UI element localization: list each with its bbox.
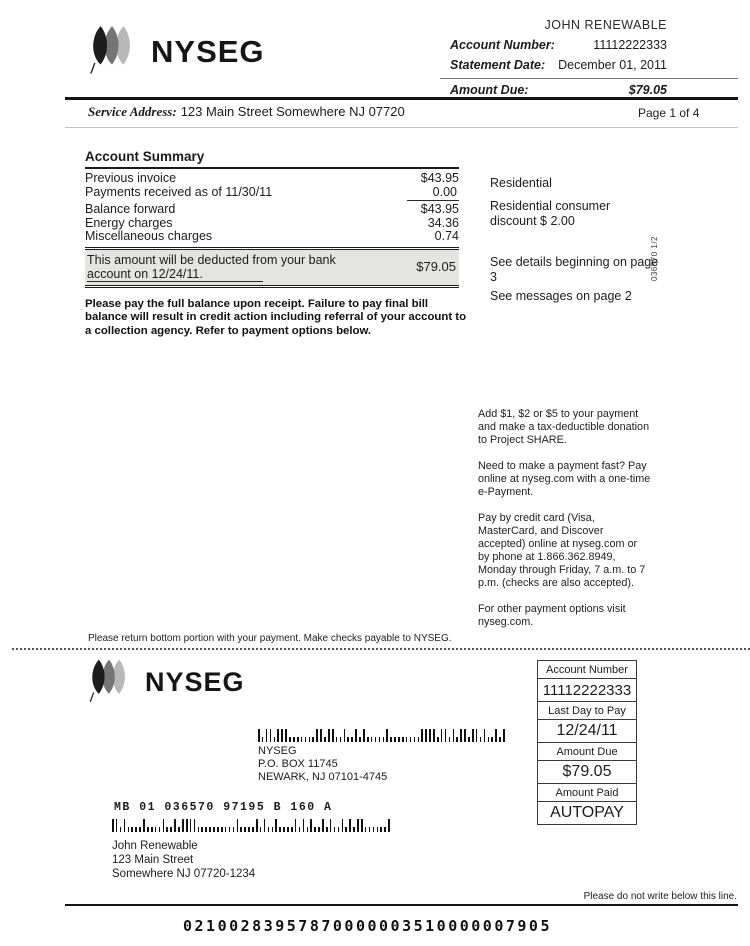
payment-option-share: Add $1, $2 or $5 to your payment and make a tax-deductible donation to Project SHARE. xyxy=(478,408,650,446)
coupon-last-day-label: Last Day to Pay xyxy=(537,701,637,721)
payment-coupon xyxy=(537,661,637,825)
service-address-value: 123 Main Street Somewhere NJ 07720 xyxy=(180,104,405,119)
nyseg-logo-stub xyxy=(85,656,245,709)
details-note: See details beginning on page 3 xyxy=(490,255,659,284)
page-indicator: Page 1 of 4 xyxy=(638,106,700,120)
row-amount: 0.00 xyxy=(407,186,459,202)
summary-row-misc-charges xyxy=(85,230,459,244)
amount-due-label: Amount Due: xyxy=(450,83,529,97)
coupon-amount-due-value: $79.05 xyxy=(537,760,637,784)
nyseg-logo xyxy=(85,22,265,81)
header-divider xyxy=(440,78,738,79)
postnet-barcode xyxy=(112,819,394,832)
do-not-write-note: Please do not write below this line. xyxy=(583,891,737,902)
statement-date-label: Statement Date: xyxy=(450,58,546,72)
brand-wordmark: NYSEG xyxy=(145,667,245,697)
autopay-note-line1: This amount will be deducted from your bank xyxy=(87,252,336,267)
summary-row-previous-invoice xyxy=(85,172,459,186)
payment-option-epayment: Need to make a payment fast? Pay online at nyseg.com with a one-time e-Payment. xyxy=(478,460,651,498)
autopay-amount: $79.05 xyxy=(416,259,456,274)
autopay-total-row xyxy=(85,250,459,285)
mail-code: MB 01 036570 97195 B 160 A xyxy=(114,801,333,814)
amount-due-row xyxy=(450,83,667,97)
amount-due-value: $79.05 xyxy=(628,83,667,97)
coupon-amount-paid-value: AUTOPAY xyxy=(537,801,637,825)
leaves-icon xyxy=(85,22,139,81)
customer-address-line: Somewhere NJ 07720-1234 xyxy=(112,868,256,880)
payment-options xyxy=(478,408,651,642)
messages-note: See messages on page 2 xyxy=(490,289,632,303)
remit-line: NEWARK, NJ 07101-4745 xyxy=(258,771,388,783)
account-number-label: Account Number: xyxy=(450,38,555,52)
coupon-account-number-label: Account Number xyxy=(537,660,637,680)
row-amount: $43.95 xyxy=(420,202,459,216)
account-number-row xyxy=(450,38,667,52)
collection-notice: Please pay the full balance upon receipt. Failure to pay final bill balance will result in credit action including referral of your account to a collection agency. Refer to payment options below. xyxy=(85,297,467,338)
row-amount: 0.74 xyxy=(434,229,459,243)
discount-note: Residential consumer discount $ 2.00 xyxy=(490,199,611,228)
return-instruction: Please return bottom portion with your payment. Make checks payable to NYSEG. xyxy=(88,633,452,644)
autopay-note-line2: account on 12/24/11. xyxy=(87,267,263,282)
remit-line: NYSEG xyxy=(258,745,297,757)
customer-address-line: John Renewable xyxy=(112,840,198,852)
payment-option-credit-card: Pay by credit card (Visa, MasterCard, and Discover accepted) online at nyseg.com or by phone at 1.866.362.8949, Monday through Friday, 7 a.m. to 7 p.m. (checks are also accepted). xyxy=(478,512,646,589)
brand-wordmark: NYSEG xyxy=(151,33,265,69)
payment-option-other: For other payment options visit nyseg.com. xyxy=(478,603,626,628)
account-summary xyxy=(85,149,467,339)
statement-date-value: December 01, 2011 xyxy=(558,58,667,72)
summary-row-payments-received xyxy=(85,186,459,202)
row-label: Payments received as of 11/30/11 xyxy=(85,184,273,199)
customer-name: JOHN RENEWABLE xyxy=(544,18,667,32)
autopay-note xyxy=(87,253,336,282)
customer-address-block xyxy=(112,839,255,881)
summary-row-balance-forward xyxy=(85,203,459,217)
form-code: 036570 1/2 xyxy=(650,236,659,282)
row-label: Previous invoice xyxy=(85,171,177,185)
postnet-barcode xyxy=(258,729,508,742)
row-label: Energy charges xyxy=(85,215,173,230)
coupon-amount-paid-label: Amount Paid xyxy=(537,783,637,803)
service-address xyxy=(88,104,405,120)
row-amount: $43.95 xyxy=(420,171,459,185)
service-address-label: Service Address: xyxy=(88,104,177,119)
remit-line: P.O. BOX 11745 xyxy=(258,758,338,770)
account-number-value: 11112222333 xyxy=(593,38,667,52)
row-amount: 34.36 xyxy=(427,215,459,230)
remit-address-block xyxy=(258,729,508,784)
row-label: Miscellaneous charges xyxy=(85,229,213,243)
header-rule xyxy=(65,97,738,100)
micr-line: 02100283957870000003510000007905 xyxy=(183,917,552,935)
coupon-last-day-value: 12/24/11 xyxy=(537,719,637,743)
coupon-account-number-value: 11112222333 xyxy=(537,678,637,702)
account-summary-title: Account Summary xyxy=(85,149,459,169)
statement-date-row xyxy=(450,58,667,72)
subheader-rule xyxy=(65,127,738,128)
service-class: Residential xyxy=(490,176,552,190)
double-rule xyxy=(85,285,459,288)
coupon-amount-due-label: Amount Due xyxy=(537,742,637,762)
bottom-rule xyxy=(65,904,738,906)
summary-row-energy-charges xyxy=(85,217,459,231)
customer-address-line: 123 Main Street xyxy=(112,854,194,866)
row-label: Balance forward xyxy=(85,202,176,216)
perforation-line xyxy=(12,648,750,650)
leaves-icon xyxy=(85,656,133,709)
